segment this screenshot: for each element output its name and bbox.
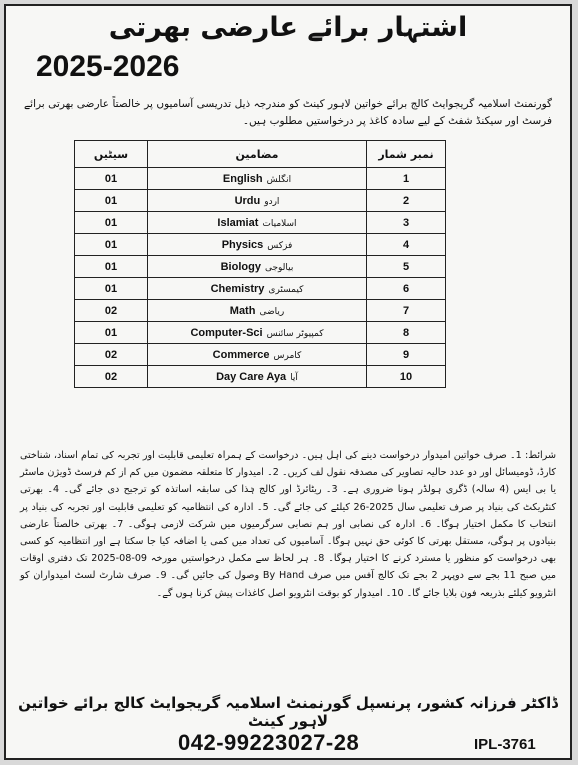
seats-cell: 01: [75, 212, 148, 234]
subject-cell: [148, 300, 367, 322]
subject-cell: [148, 234, 367, 256]
subject-urdu: کمپیوٹر سائنس: [266, 328, 324, 339]
phone-number: 042-99223027-28: [178, 730, 360, 755]
subject-cell: [148, 278, 367, 300]
serial-cell: 8: [367, 322, 446, 344]
subject-english: Commerce: [212, 348, 270, 361]
serial-cell: 1: [367, 168, 446, 190]
subject-urdu: اردو: [264, 196, 280, 207]
subject-cell: [148, 344, 367, 366]
seats-cell: 01: [75, 190, 148, 212]
title-year: 2025-2026: [36, 50, 180, 83]
table-row: [75, 168, 446, 190]
seats-cell: 01: [75, 278, 148, 300]
header-subject: مضامین: [148, 141, 367, 168]
serial-cell: 6: [367, 278, 446, 300]
subject-english: Biology: [220, 260, 261, 273]
serial-cell: 4: [367, 234, 446, 256]
subject-urdu: آیا: [290, 372, 298, 383]
seats-cell: 02: [75, 300, 148, 322]
subject-urdu: ریاضی: [259, 306, 285, 317]
table-row: [75, 322, 446, 344]
subject-urdu: کامرس: [273, 350, 302, 361]
serial-cell: 10: [367, 366, 446, 388]
serial-cell: 9: [367, 344, 446, 366]
subject-cell: [148, 366, 367, 388]
terms-paragraph: شرائط: 1۔ صرف خواتین امیدوار درخواست دینے کی اہل ہیں۔ درخواست کے ہمراہ تعلیمی قابلیت اور تجربہ کی تمام اسناد، شناختی کارڈ، ڈومیسائل اور دو عدد حالیہ تصاویر کی مصدقہ نقول لف کریں۔ 2۔ امیدوار کا متعلقہ مضمون میں کم از کم فرسٹ ڈویژن ماسٹر یا بی ایس (4 سالہ) ڈگری ہولڈر ہونا ضروری ہے۔ 3۔ ریٹائرڈ اور کالج ہٰذا کی سابقہ اساتذہ کو ترجیح دی جائے گی۔ 4۔ بھرتی کنٹریکٹ کی بنیاد پر صرف تعلیمی سال 2025-26 کیلئے کی جائے گی۔ 5۔ ادارہ کی انتظامیہ کو تعلیمی قابلیت اور تجربہ کی بنیاد پر انتخاب کا مکمل اختیار ہوگا۔ 6۔ ادارہ کی نصابی اور ہم نصابی سرگرمیوں میں شرکت لازمی ہوگی۔ 7۔ بھرتی خالصتاً عارضی بنیادوں پر ہوگی، مستقل بھرتی کا کوئی حق نہیں ہوگا۔ آسامیوں کی تعداد میں کمی یا اضافہ کیا جا سکتا ہے اور انتظامیہ کو کسی بھی درخواست کو منظور یا مسترد کرنے کا اختیار ہوگا۔ 8۔ ہر لحاظ سے مکمل درخواستیں مورخہ 09-08-2025 تک دفتری اوقات میں صبح 11 بجے سے دوپہر 2 بجے تک کالج آفس میں صرف By Hand وصول کی جائیں گی۔ 9۔ صرف شارٹ لسٹ امیدواران کو انٹرویو کیلئے بذریعہ فون بلایا جائے گا۔ 10۔ امیدوار کو بوقت انٹرویو اصل کاغذات پیش کرنا ہوں گے۔: [20, 450, 557, 599]
subject-english: Day Care Aya: [216, 370, 287, 383]
subject-english: Math: [229, 304, 256, 317]
intro-paragraph: گورنمنٹ اسلامیہ گریجوایٹ کالج برائے خواتین لاہور کینٹ کو مندرجہ ذیل تدریسی آسامیوں پر خالصتاً عارضی بھرتی برائے فرسٹ اور سیکنڈ شفٹ کے لیے سادہ کاغذ پر درخواستیں مطلوب ہیں۔: [24, 98, 552, 127]
serial-cell: 3: [367, 212, 446, 234]
seats-cell: 02: [75, 366, 148, 388]
subject-english: Physics: [221, 238, 264, 251]
seats-cell: 01: [75, 256, 148, 278]
table-header-row: [75, 141, 446, 168]
seats-cell: 02: [75, 344, 148, 366]
serial-cell: 7: [367, 300, 446, 322]
subject-cell: [148, 190, 367, 212]
table-row: [75, 234, 446, 256]
subject-english: Computer-Sci: [190, 326, 263, 339]
header-serial: نمبر شمار: [367, 141, 446, 168]
subject-urdu: اسلامیات: [262, 218, 297, 229]
signature-line: ڈاکٹر فرزانہ کشور، پرنسپل گورنمنٹ اسلامیہ گریجوایٹ کالج برائے خواتین لاہور کینٹ: [18, 694, 558, 730]
table-row: [75, 300, 446, 322]
table-row: [75, 256, 446, 278]
serial-cell: 2: [367, 190, 446, 212]
subject-cell: [148, 168, 367, 190]
seats-cell: 01: [75, 322, 148, 344]
subject-english: Chemistry: [210, 282, 265, 295]
advertisement-page: [4, 4, 572, 760]
seats-cell: 01: [75, 234, 148, 256]
ipl-code: IPL-3761: [474, 736, 536, 753]
table-row: [75, 278, 446, 300]
header-seats: سیٹیں: [75, 141, 148, 168]
subject-english: English: [222, 172, 263, 185]
subject-urdu: بیالوجی: [264, 262, 294, 273]
title-urdu: اشتہار برائے عارضی بھرتی: [108, 12, 468, 43]
subject-urdu: فزکس: [267, 240, 293, 251]
serial-cell: 5: [367, 256, 446, 278]
seats-cell: 01: [75, 168, 148, 190]
subject-urdu: کیمسٹری: [268, 284, 304, 295]
table-row: [75, 212, 446, 234]
table-row: [75, 344, 446, 366]
subject-cell: [148, 256, 367, 278]
subject-english: Islamiat: [217, 216, 259, 229]
subject-urdu: انگلش: [266, 174, 292, 185]
posts-table: [74, 140, 446, 388]
subject-cell: [148, 322, 367, 344]
table-row: [75, 190, 446, 212]
table-row: [75, 366, 446, 388]
subject-english: Urdu: [234, 194, 261, 207]
subject-cell: [148, 212, 367, 234]
